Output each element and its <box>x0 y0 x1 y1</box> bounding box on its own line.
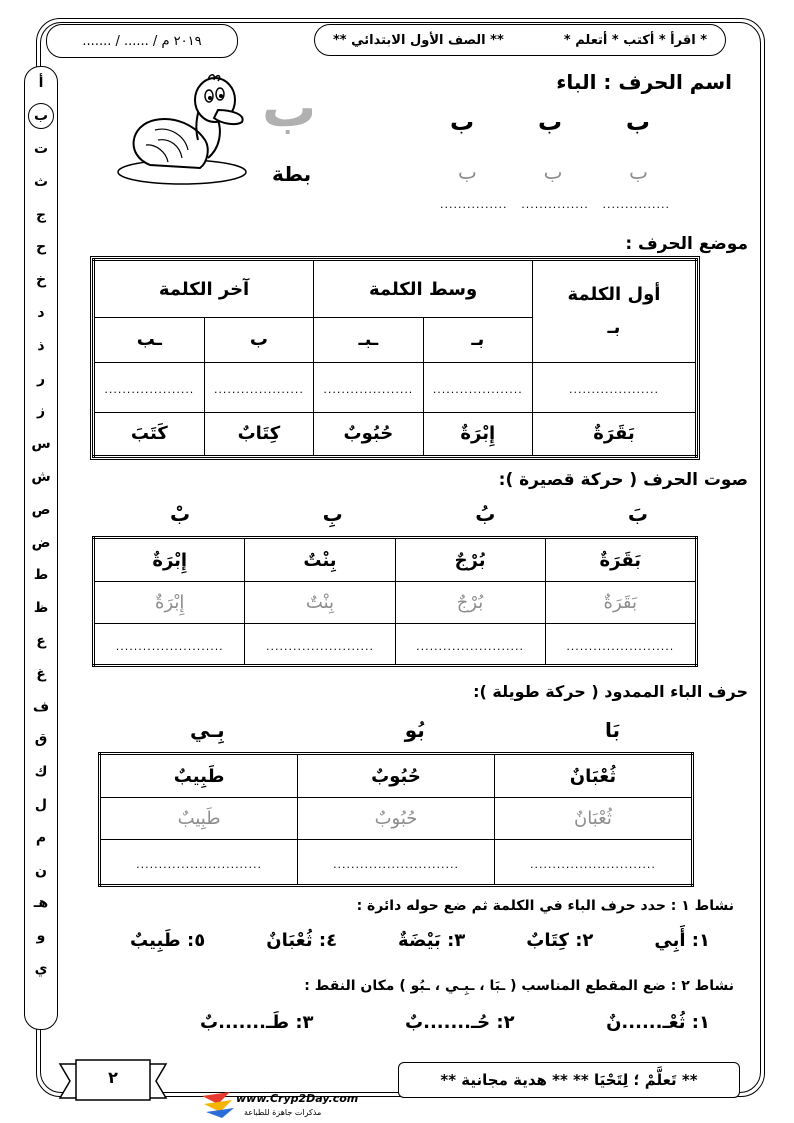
alphabet-letter: خ <box>35 272 47 289</box>
alphabet-letter: غ <box>36 665 46 682</box>
alphabet-letter: ت <box>33 140 49 157</box>
position-title: موضع الحرف : <box>625 234 748 254</box>
letter-name-title: اسم الحرف : الباء <box>556 70 732 94</box>
form-cell: ـبـ <box>314 318 423 362</box>
activity2-items <box>200 1012 710 1033</box>
first-header-cell <box>533 260 697 363</box>
form-cell: بـ <box>423 318 532 362</box>
dots-cell: ........................ <box>395 624 545 666</box>
alphabet-letter: ي <box>34 960 48 977</box>
dots-cell: ............................ <box>494 840 692 886</box>
trace-2: ب <box>543 160 563 184</box>
word-cell: إِبْرَةٌ <box>423 412 532 456</box>
trace-cell: بِنْتٌ <box>245 582 395 624</box>
trace-cell: طَبِيبٌ <box>100 798 298 840</box>
word-cell: ثُعْبَانٌ <box>494 754 692 798</box>
alphabet-letter: ق <box>34 731 48 748</box>
word-cell: بُرْجٌ <box>395 538 545 582</box>
first-header: أول الكلمة <box>567 284 661 306</box>
short-vowel-title: صوت الحرف ( حركة قصيرة ): <box>498 470 748 490</box>
first-form: بـ <box>607 317 621 339</box>
grade-label: ** الصف الأول الابتدائي ** <box>333 32 504 48</box>
alphabet-letter: ذ <box>37 337 45 354</box>
form-cell: ـب <box>94 318 205 362</box>
site-subtitle: مذكرات جاهزة للطباعة <box>244 1108 322 1117</box>
header-box <box>314 24 726 56</box>
activity1-item: ١: أَبِي <box>654 930 710 951</box>
syllables-row <box>190 718 620 742</box>
alphabet-letter: ع <box>36 632 46 649</box>
alphabet-letter: ظ <box>33 600 49 617</box>
alphabet-letter: ر <box>36 370 46 387</box>
dots-cell: ........................ <box>245 624 395 666</box>
syllable-waw: بُو <box>404 718 425 742</box>
dots-2: ............... <box>521 198 589 211</box>
alphabet-letter: ط <box>33 567 49 584</box>
dots-cell: ............................ <box>100 840 298 886</box>
site-logo-icon <box>200 1090 236 1118</box>
long-vowel-table <box>98 752 694 887</box>
motto-label: * اقرأ * أكتب * أتعلم * <box>563 32 707 48</box>
dots-3: ............... <box>602 198 670 211</box>
alphabet-letter: د <box>37 304 45 321</box>
trace-cell: بُرْجٌ <box>395 582 545 624</box>
activity1-item: ٥: طَبِيبٌ <box>130 930 206 951</box>
trace-1: ب <box>629 160 648 184</box>
last-header: آخر الكلمة <box>94 260 314 318</box>
syllable-alef: بَا <box>604 718 620 742</box>
dots-1: ............... <box>440 198 508 211</box>
word-cell: إِبْرَةٌ <box>94 538 245 582</box>
alphabet-column <box>24 66 58 1030</box>
activity1-item: ٢: كِتَابٌ <box>526 930 594 951</box>
word-cell: طَبِيبٌ <box>100 754 298 798</box>
activity1-title: نشاط ١ : حدد حرف الباء في الكلمة ثم ضع حوله دائرة : <box>356 898 734 914</box>
dots-cell: .................... <box>204 362 313 412</box>
dots-cell: .................... <box>314 362 423 412</box>
vowel-fatha: بَ <box>627 502 648 526</box>
site-url: www.Cryp2Day.com <box>236 1092 359 1105</box>
word-cell: بَقَرَةٌ <box>545 538 696 582</box>
alphabet-letter: ص <box>31 501 51 518</box>
trace-cell: حُبُوبٌ <box>298 798 495 840</box>
middle-header: وسط الكلمة <box>314 260 533 318</box>
activity1-items <box>130 930 710 951</box>
activity2-item: ١: ثُعْـ......نٌ <box>606 1012 710 1033</box>
dots-cell: ........................ <box>94 624 245 666</box>
duck-picture <box>110 70 260 190</box>
word-cell: حُبُوبٌ <box>298 754 495 798</box>
dots-cell: .................... <box>533 362 697 412</box>
vowels-row <box>170 502 648 526</box>
short-vowel-table <box>92 536 698 667</box>
trace-cell: ثُعْبَانٌ <box>494 798 692 840</box>
word-cell: كَتَبَ <box>94 412 205 456</box>
alphabet-letter: س <box>31 436 51 453</box>
dots-cell: ........................ <box>545 624 696 666</box>
alphabet-letter: ك <box>34 764 48 781</box>
letter-3: ب <box>450 108 475 136</box>
activity1-item: ٤: ثُعْبَانٌ <box>266 930 338 951</box>
activity2-title: نشاط ٢ : ضع المقطع المناسب ( ـبَا ، ـبِـي ، ـبُو ) مكان النقط : <box>304 978 734 994</box>
vowel-sukun: بْ <box>170 502 191 526</box>
position-table <box>92 258 698 458</box>
alphabet-letter: ج <box>35 206 47 223</box>
letter-1: ب <box>625 108 650 136</box>
trace-cell: إِبْرَةٌ <box>94 582 245 624</box>
alphabet-letter: ل <box>34 796 48 813</box>
trace-row <box>458 160 648 184</box>
vowel-kasra: بِ <box>322 502 343 526</box>
dots-cell: ............................ <box>298 840 495 886</box>
letter-2: ب <box>537 108 563 136</box>
dots-row <box>440 198 670 211</box>
dots-cell: .................... <box>423 362 532 412</box>
word-cell: بِنْتٌ <box>245 538 395 582</box>
letters-row <box>450 108 650 136</box>
alphabet-letter: أ <box>38 75 44 92</box>
alphabet-letter: ف <box>32 698 50 715</box>
word-cell: بَقَرَةٌ <box>533 412 697 456</box>
duck-word: بطة <box>272 162 312 186</box>
alphabet-letter: ش <box>31 468 51 485</box>
long-vowel-title: حرف الباء الممدود ( حركة طويلة ): <box>473 682 748 701</box>
dots-cell: .................... <box>94 362 205 412</box>
activity2-item: ٢: حُـ.......بٌ <box>405 1012 515 1033</box>
form-cell: ب <box>204 318 313 362</box>
alphabet-letter <box>25 100 57 133</box>
alphabet-letter: ن <box>35 862 47 879</box>
word-cell: حُبُوبٌ <box>314 412 423 456</box>
alphabet-letter: هـ <box>33 895 49 912</box>
page-number: ٢ <box>108 1068 118 1087</box>
alphabet-letter: ض <box>31 534 51 551</box>
word-cell: كِتَابٌ <box>204 412 313 456</box>
activity2-item: ٣: طَـ.......بٌ <box>200 1012 314 1033</box>
trace-cell: بَقَرَةٌ <box>545 582 696 624</box>
alphabet-letter: م <box>35 829 47 846</box>
alphabet-letter: و <box>36 928 46 945</box>
date-box: ....... / ...... / ٢٠١٩ م <box>46 24 238 58</box>
trace-3: ب <box>458 160 477 184</box>
alphabet-letter: ث <box>33 173 49 190</box>
alphabet-letter-circled: ب <box>28 103 54 129</box>
vowel-damma: بُ <box>475 502 496 526</box>
alphabet-letter: ح <box>35 239 47 256</box>
footer-slogan: ** تَعلَّمْ ؛ لِتَحْيَا ** ** هدية مجانية ** <box>398 1062 740 1098</box>
big-letter: ب <box>262 76 317 139</box>
activity1-item: ٣: بَيْضَةٌ <box>398 930 466 951</box>
alphabet-letter: ز <box>36 403 46 420</box>
syllable-yaa: بِـي <box>190 718 225 742</box>
